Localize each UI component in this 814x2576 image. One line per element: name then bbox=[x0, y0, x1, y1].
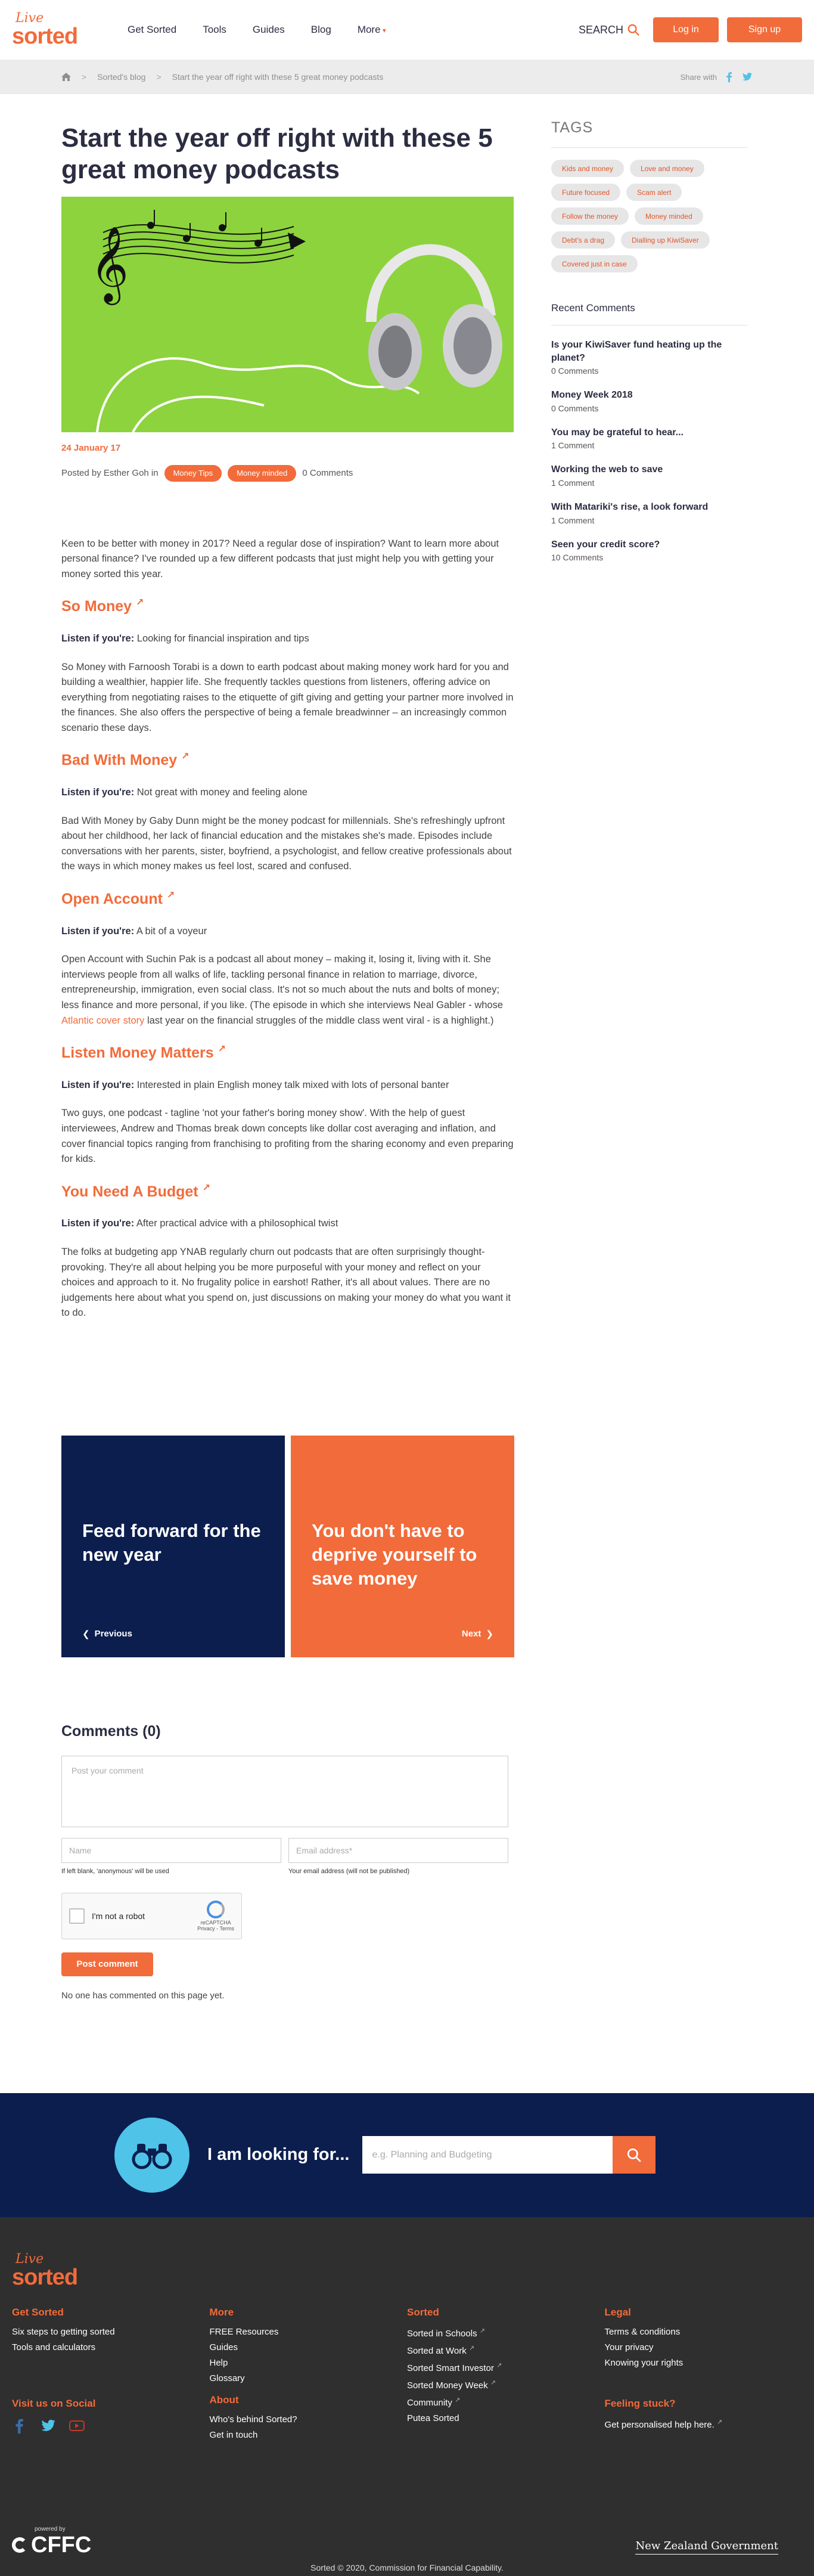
recent-comment-count: 1 Comment bbox=[551, 441, 595, 451]
footer-link-text: Community bbox=[407, 2397, 452, 2408]
footer-link-text: Sorted at Work bbox=[407, 2345, 467, 2356]
facebook-icon[interactable] bbox=[12, 2418, 27, 2434]
listen-text: A bit of a voyeur bbox=[136, 925, 207, 937]
recent-comment-count: 0 Comments bbox=[551, 403, 599, 413]
signup-button[interactable]: Sign up bbox=[727, 17, 802, 42]
recent-comment-item bbox=[551, 538, 748, 563]
breadcrumb-separator-icon: > bbox=[82, 72, 87, 82]
recent-comment-count: 0 Comments bbox=[551, 366, 599, 376]
divider bbox=[551, 147, 748, 148]
share-bar bbox=[681, 72, 753, 82]
recent-comment-title[interactable]: Is your KiwiSaver fund heating up the planet? bbox=[551, 340, 722, 363]
podcast-description: The folks at budgeting app YNAB regularly churn out podcasts that are often surprisingly thought-provoking. They're all about helping you be more purposeful with your money and reflect on your choices and approach to it. No frugality police in earshot! Rather, it's all about values. There are no judgements here about what you spend on, just discussions on making your money do what you want it to do. bbox=[61, 1246, 511, 1319]
footer-link[interactable]: Get in touch bbox=[209, 2429, 258, 2440]
footer-link[interactable]: Help bbox=[209, 2357, 228, 2368]
recent-comment-count: 1 Comment bbox=[551, 478, 595, 488]
previous-post-title: Feed forward for the new year bbox=[82, 1520, 261, 1566]
binoculars-icon bbox=[131, 2140, 173, 2170]
listen-line bbox=[61, 631, 514, 647]
facebook-icon[interactable] bbox=[724, 72, 735, 82]
recaptcha-brand: reCAPTCHA bbox=[200, 1919, 231, 1926]
nav-get-sorted[interactable]: Get Sorted bbox=[128, 24, 177, 35]
tags-heading: TAGS bbox=[551, 119, 594, 136]
podcast-description bbox=[61, 952, 514, 1028]
content-container bbox=[0, 94, 814, 2001]
footer-heading: Sorted bbox=[407, 2306, 439, 2318]
chevron-right-icon: ❯ bbox=[486, 1629, 493, 1639]
footer-heading: Get Sorted bbox=[12, 2306, 64, 2318]
listen-label: Listen if you're: bbox=[61, 1079, 135, 1090]
podcast-heading-text: Open Account bbox=[61, 890, 163, 907]
podcast-heading[interactable] bbox=[61, 1180, 514, 1204]
podcast-description: Bad With Money by Gaby Dunn might be the money podcast for millennials. She's refreshingly upfront about her childhood, her lack of financial education and the mistakes she's made. Episodes include conversations with her parents, sister, boyfriend, a psychologist, and fellow creative professionals about the ways in which money makes us feel lost, scared and confused. bbox=[61, 815, 512, 872]
tag-pill[interactable]: Love and money bbox=[630, 160, 704, 177]
footer-link[interactable]: Knowing your rights bbox=[604, 2357, 683, 2368]
search-band-input[interactable]: e.g. Planning and Budgeting bbox=[362, 2136, 613, 2174]
home-icon[interactable] bbox=[61, 73, 71, 81]
nav-tools[interactable]: Tools bbox=[203, 24, 226, 35]
recaptcha-icon bbox=[207, 1901, 225, 1918]
footer-logo-sorted: sorted bbox=[12, 2264, 78, 2290]
listen-text: Looking for financial inspiration and tips bbox=[136, 633, 309, 644]
atlantic-cover-story-link[interactable]: Atlantic cover story bbox=[61, 1015, 145, 1026]
recaptcha-terms[interactable]: Privacy - Terms bbox=[197, 1925, 234, 1932]
comment-count: 0 Comments bbox=[302, 468, 353, 479]
recent-comment-item bbox=[551, 426, 748, 451]
footer-heading: More bbox=[209, 2306, 234, 2318]
site-logo[interactable] bbox=[12, 12, 101, 48]
listen-line bbox=[61, 924, 514, 940]
cffc-wordmark bbox=[12, 2532, 91, 2558]
next-post-card[interactable] bbox=[291, 1436, 514, 1657]
recent-comment-count: 10 Comments bbox=[551, 553, 604, 563]
podcast-heading[interactable] bbox=[61, 1041, 514, 1065]
tag-pill[interactable]: Scam alert bbox=[626, 184, 682, 201]
footer-link[interactable] bbox=[407, 2396, 605, 2408]
external-link-icon: ↗ bbox=[136, 597, 144, 608]
posted-by: Posted by Esther Goh in bbox=[61, 468, 159, 479]
podcast-heading-text: So Money bbox=[61, 598, 132, 615]
podcast-heading-text: You Need A Budget bbox=[61, 1183, 198, 1200]
listen-text: After practical advice with a philosophical twist bbox=[136, 1218, 338, 1229]
footer-link[interactable] bbox=[407, 2327, 605, 2339]
footer-columns bbox=[12, 2307, 802, 2445]
site-header bbox=[0, 0, 814, 60]
main-nav bbox=[128, 24, 386, 36]
recent-comment-title[interactable]: Money Week 2018 bbox=[551, 390, 633, 401]
twitter-icon[interactable] bbox=[41, 2418, 56, 2434]
nav-guides[interactable]: Guides bbox=[252, 24, 285, 35]
footer-link[interactable] bbox=[407, 2361, 605, 2373]
next-link bbox=[462, 1629, 493, 1639]
footer-link-text: Sorted Money Week bbox=[407, 2380, 488, 2391]
recent-comments bbox=[551, 302, 748, 562]
recent-comment-item bbox=[551, 339, 748, 376]
listen-text: Not great with money and feeling alone bbox=[136, 787, 307, 798]
recaptcha-logo bbox=[197, 1901, 234, 1932]
footer-col-sorted bbox=[407, 2307, 605, 2445]
breadcrumb-separator-icon: > bbox=[156, 72, 161, 82]
name-hint: If left blank, 'anonymous' will be used bbox=[61, 1867, 169, 1875]
footer-link[interactable]: Guides bbox=[209, 2342, 238, 2352]
footer-heading-about: About bbox=[209, 2394, 239, 2405]
recent-comment-title[interactable]: With Matariki's rise, a look forward bbox=[551, 501, 709, 512]
next-post-title: You don't have to deprive yourself to save money bbox=[312, 1520, 477, 1589]
external-link-icon: ↗ bbox=[496, 2361, 502, 2369]
external-link-icon: ↗ bbox=[166, 890, 175, 901]
breadcrumb-current: Start the year off right with these 5 great money podcasts bbox=[172, 72, 384, 82]
search-band-label: I am looking for... bbox=[207, 2145, 350, 2165]
youtube-icon[interactable] bbox=[69, 2418, 85, 2434]
header-actions bbox=[579, 17, 802, 42]
footer-col-legal bbox=[605, 2307, 803, 2445]
comments-heading: Comments (0) bbox=[61, 1722, 161, 1740]
cffc-text: CFFC bbox=[31, 2532, 92, 2558]
podcast-heading[interactable] bbox=[61, 749, 514, 772]
article-body bbox=[61, 537, 514, 1321]
listen-line bbox=[61, 1216, 514, 1232]
post-comment-button[interactable]: Post comment bbox=[61, 1952, 153, 1976]
category-pill[interactable]: Money minded bbox=[228, 465, 296, 482]
footer-heading: Legal bbox=[604, 2306, 631, 2318]
prev-next-cards bbox=[61, 1436, 514, 1657]
no-comments-text: No one has commented on this page yet. bbox=[61, 1990, 225, 2001]
search-icon bbox=[626, 2147, 642, 2163]
nav-more[interactable]: More ▾ bbox=[358, 24, 386, 36]
logo-live-text: Live bbox=[15, 11, 44, 26]
share-label: Share with bbox=[680, 72, 717, 82]
footer-link[interactable]: Putea Sorted bbox=[407, 2413, 459, 2423]
breadcrumb-blog[interactable]: Sorted's blog bbox=[97, 72, 146, 82]
main-content bbox=[61, 94, 514, 2001]
podcast-heading[interactable] bbox=[61, 888, 514, 911]
chevron-left-icon: ❮ bbox=[82, 1629, 90, 1639]
search-icon bbox=[627, 23, 640, 36]
listen-line bbox=[61, 785, 514, 801]
footer-link[interactable] bbox=[407, 2379, 605, 2391]
footer-logo-live: Live bbox=[15, 2251, 44, 2267]
cffc-logo[interactable] bbox=[12, 2526, 91, 2558]
podcast-heading[interactable] bbox=[61, 595, 514, 618]
tag-pill[interactable]: Debt's a drag bbox=[551, 231, 615, 249]
cffc-mark-icon bbox=[12, 2537, 27, 2553]
podcast-description-part: last year on the financial struggles of the middle class went viral - is a highlight.) bbox=[147, 1015, 494, 1026]
recent-comments-heading: Recent Comments bbox=[551, 302, 635, 314]
email-hint: Your email address (will not be published) bbox=[288, 1867, 410, 1875]
recent-comment-item bbox=[551, 501, 748, 525]
recent-comment-item bbox=[551, 389, 748, 413]
search-button[interactable] bbox=[579, 23, 640, 36]
footer-heading-social: Visit us on Social bbox=[12, 2397, 96, 2409]
listen-label: Listen if you're: bbox=[61, 787, 135, 798]
external-link-icon: ↗ bbox=[479, 2327, 485, 2335]
recent-comment-title[interactable]: Working the web to save bbox=[551, 464, 663, 475]
tag-pill[interactable]: Follow the money bbox=[551, 207, 629, 225]
comment-textarea[interactable]: Post your comment bbox=[61, 1756, 508, 1827]
external-link-icon: ↗ bbox=[218, 1044, 226, 1055]
svg-text:𝄞: 𝄞 bbox=[90, 225, 129, 302]
previous-post-card[interactable] bbox=[61, 1436, 285, 1657]
next-label: Next bbox=[461, 1629, 481, 1639]
recent-comment-count: 1 Comment bbox=[551, 515, 595, 525]
podcast-description: Two guys, one podcast - tagline 'not your father's boring money show'. With the help of guest interviewees, Andrew and Thomas break down concepts like dollar cost averaging and inflation, and cover financial topics ranging from franchising to profiting from the sharing economy and even preparing for kids. bbox=[61, 1108, 514, 1165]
listen-label: Listen if you're: bbox=[61, 925, 135, 937]
podcast-heading-text: Listen Money Matters bbox=[61, 1044, 214, 1062]
recaptcha-label: I'm not a robot bbox=[92, 1911, 145, 1921]
binoculars-badge bbox=[114, 2118, 189, 2193]
listen-line bbox=[61, 1078, 514, 1093]
recent-comment-title[interactable]: You may be grateful to hear... bbox=[551, 427, 683, 438]
nz-government-logo[interactable]: New Zealand Government bbox=[635, 2540, 778, 2555]
social-links bbox=[12, 2418, 210, 2434]
email-field-group bbox=[288, 1838, 508, 1875]
article-intro: Keen to be better with money in 2017? Need a regular dose of inspiration? Want to learn more about personal finance? I've rounded up a few different podcasts that just might help you with getting your money sorted this year. bbox=[61, 538, 499, 579]
external-link-icon: ↗ bbox=[468, 2344, 475, 2352]
previous-label: Previous bbox=[94, 1629, 132, 1639]
site-footer bbox=[0, 2217, 814, 2576]
tag-pill[interactable]: Future focused bbox=[551, 184, 620, 201]
tag-pill[interactable]: Money minded bbox=[635, 207, 703, 225]
comment-fields bbox=[61, 1838, 514, 1875]
footer-link-text: Get personalised help here. bbox=[604, 2419, 714, 2430]
article-meta bbox=[61, 465, 514, 482]
search-band-button[interactable] bbox=[613, 2136, 655, 2174]
external-link-icon: ↗ bbox=[490, 2379, 496, 2386]
login-button[interactable]: Log in bbox=[653, 17, 719, 42]
divider bbox=[551, 325, 748, 326]
external-link-icon: ↗ bbox=[716, 2418, 723, 2426]
category-pill[interactable]: Money Tips bbox=[164, 465, 222, 482]
recaptcha-checkbox[interactable] bbox=[69, 1908, 85, 1924]
tag-list bbox=[551, 160, 748, 272]
tag-pill[interactable]: Kids and money bbox=[551, 160, 624, 177]
footer-col-get-sorted bbox=[12, 2307, 210, 2445]
footer-link[interactable] bbox=[605, 2418, 803, 2430]
footer-heading-stuck: Feeling stuck? bbox=[604, 2397, 676, 2409]
footer-link[interactable]: Terms & conditions bbox=[604, 2326, 681, 2337]
footer-link[interactable]: Glossary bbox=[209, 2373, 245, 2383]
footer-link[interactable] bbox=[407, 2344, 605, 2356]
article-date: 24 January 17 bbox=[61, 442, 121, 453]
footer-link[interactable]: Tools and calculators bbox=[12, 2342, 96, 2352]
footer-link[interactable]: FREE Resources bbox=[209, 2326, 279, 2337]
external-link-icon: ↗ bbox=[202, 1183, 210, 1194]
external-link-icon: ↗ bbox=[181, 752, 189, 762]
recent-comment-title[interactable]: Seen your credit score? bbox=[551, 539, 660, 550]
sidebar bbox=[551, 94, 748, 2001]
nav-blog[interactable]: Blog bbox=[310, 24, 331, 35]
footer-bottom bbox=[12, 2526, 778, 2558]
footer-col-more bbox=[210, 2307, 408, 2445]
podcast-description-part: Open Account with Suchin Pak is a podcast all about money – making it, losing it, living with it. She interviews people from all walks of life, tackling personal finance in relation to marriage, divorce, entrepreneurship, immigration, even social class. It's not so much about the nuts and bolts of money; less finance and more personal, if you like. (The episode in which she interviews Neal Gabler - whose bbox=[61, 954, 504, 1010]
previous-link bbox=[82, 1629, 132, 1639]
listen-label: Listen if you're: bbox=[61, 633, 135, 644]
name-input[interactable]: Name bbox=[61, 1838, 281, 1863]
podcast-description: So Money with Farnoosh Torabi is a down to earth podcast about making money work hard for you and building a wealthier, happier life. She frequently tackles questions from listeners, offering advice on everything from negotiating raises to the etiquette of gift giving and getting your partner more involved in the finances. She also offers the perspective of being a female breadwinner – an increasingly common scenario these days. bbox=[61, 661, 514, 733]
name-field-group bbox=[61, 1838, 281, 1875]
twitter-icon[interactable] bbox=[742, 72, 753, 82]
breadcrumb bbox=[0, 60, 814, 94]
listen-text: Interested in plain English money talk mixed with lots of personal banter bbox=[136, 1079, 449, 1090]
listen-label: Listen if you're: bbox=[61, 1218, 135, 1229]
hero-image bbox=[61, 197, 514, 432]
footer-link-text: Sorted Smart Investor bbox=[407, 2363, 494, 2373]
article-title: Start the year off right with these 5 great money podcasts bbox=[61, 123, 493, 184]
footer-link-text: Sorted in Schools bbox=[407, 2328, 477, 2339]
search-band bbox=[0, 2093, 814, 2217]
external-link-icon: ↗ bbox=[455, 2396, 461, 2404]
search-label: SEARCH bbox=[578, 23, 623, 36]
podcast-heading-text: Bad With Money bbox=[61, 752, 178, 769]
recent-comment-item bbox=[551, 463, 748, 488]
headphones-illustration bbox=[61, 197, 514, 432]
tag-pill[interactable]: Covered just in case bbox=[551, 255, 638, 272]
tag-pill[interactable]: Dialling up KiwiSaver bbox=[621, 231, 710, 249]
email-input[interactable]: Email address* bbox=[288, 1838, 508, 1863]
footer-logo[interactable] bbox=[12, 2253, 101, 2289]
logo-sorted-text: sorted bbox=[12, 24, 78, 49]
recaptcha-widget bbox=[61, 1893, 242, 1939]
comments-section bbox=[61, 1723, 514, 2001]
footer-link[interactable]: Six steps to getting sorted bbox=[12, 2326, 115, 2337]
powered-by-text: powered by bbox=[35, 2525, 66, 2532]
footer-link[interactable]: Who's behind Sorted? bbox=[209, 2414, 297, 2425]
footer-link[interactable]: Your privacy bbox=[604, 2342, 654, 2352]
copyright: Sorted © 2020, Commission for Financial Capability. bbox=[310, 2562, 504, 2572]
